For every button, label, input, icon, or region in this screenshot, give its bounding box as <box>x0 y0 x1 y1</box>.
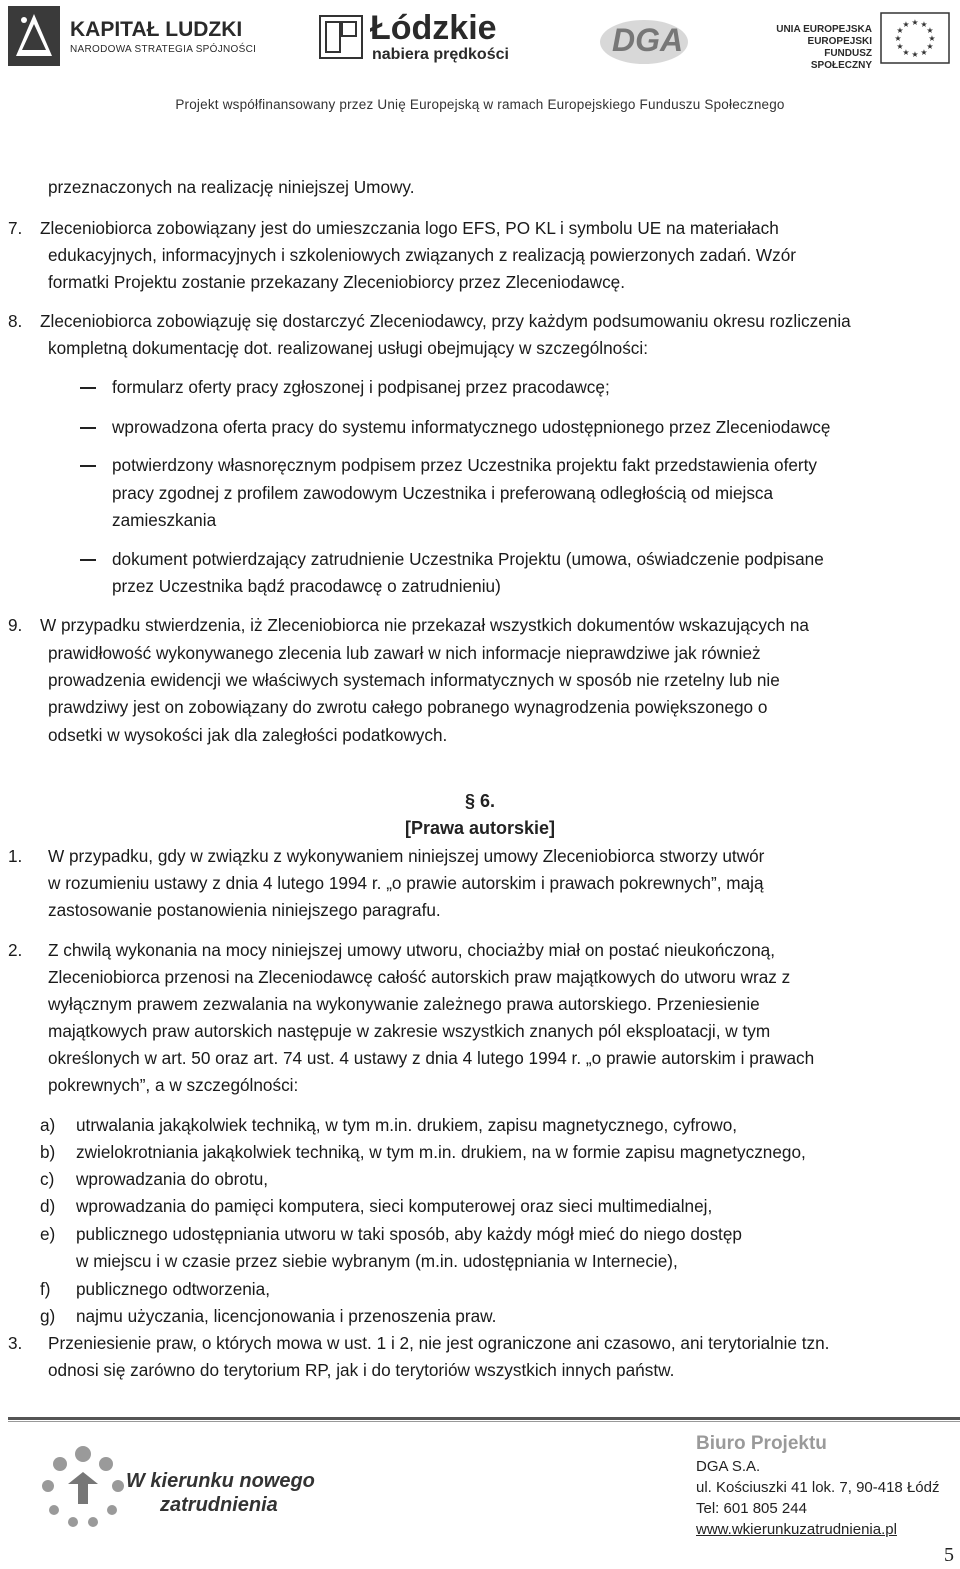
office-address: ul. Kościuszki 41 lok. 7, 90-418 Łódź <box>696 1479 940 1496</box>
item-number: 7. <box>8 218 23 238</box>
list-item: wprowadzania do obrotu, <box>76 1169 269 1189</box>
list-letter: c) <box>40 1169 55 1189</box>
page-header <box>0 0 960 122</box>
footer-divider-thin <box>8 1421 960 1422</box>
text-line: prowadzenia ewidencji we właściwych systemach informatycznych w sposób nie rzetelny lub nie <box>48 670 780 690</box>
svg-text:★: ★ <box>926 26 934 35</box>
page-number: 5 <box>944 1544 954 1566</box>
lodzkie-logo-icon <box>318 14 364 60</box>
text-line <box>48 338 648 358</box>
eu-line1: UNIA EUROPEJSKA <box>776 24 872 35</box>
svg-text:★: ★ <box>926 42 934 51</box>
text-line: wprowadzona oferta pracy do systemu informatycznego udostępnionego przez Zleceniodawcę <box>112 417 831 437</box>
svg-text:★: ★ <box>920 20 928 29</box>
text-line: przeznaczonych na realizację niniejszej Umowy. <box>48 177 415 197</box>
text-line: przez Uczestnika bądź pracodawcę o zatrudnieniu) <box>112 576 501 596</box>
text-line: Z chwilą wykonania na mocy niniejszej umowy utworu, chociażby miał on postać nieukończoną, <box>48 940 776 960</box>
logo2-title: Łódzkie <box>370 9 497 47</box>
list-item: publicznego udostępniania utworu w taki sposób, aby każdy mógł mieć do niego dostęp <box>76 1224 742 1244</box>
list-item: najmu użyczania, licencjonowania i przenoszenia praw. <box>76 1306 497 1326</box>
office-title: Biuro Projektu <box>696 1433 827 1454</box>
text-line: Zleceniobiorca przenosi na Zleceniodawcę całość autorskich praw majątkowych do utworu wraz z <box>48 967 791 987</box>
list-letter: a) <box>40 1115 56 1135</box>
text-line: edukacyjnych, informacyjnych i szkoleniowych związanych z realizacją powierzonych zadań. Wzór <box>48 245 796 265</box>
item-number: 1. <box>8 846 23 866</box>
text-line: odnosi się zarówno do terytorium RP, jak i do terytoriów wszystkich innych państw. <box>48 1360 675 1380</box>
list-item: publicznego odtworzenia, <box>76 1279 270 1299</box>
text-line: formularz oferty pracy zgłoszonej i podpisanej przez pracodawcę; <box>112 377 610 397</box>
text-line: W przypadku stwierdzenia, iż Zleceniobiorca nie przekazał wszystkich dokumentów wskazujących na <box>40 615 809 635</box>
text-line: Zleceniobiorca zobowiązuję się dostarczyć Zleceniodawcy, przy każdym podsumowaniu okresu rozliczenia <box>40 311 851 331</box>
footer-divider <box>8 1417 960 1420</box>
list-letter: e) <box>40 1224 56 1244</box>
text-line: zastosowanie postanowienia niniejszego paragrafu. <box>48 900 441 920</box>
office-phone: Tel: 601 805 244 <box>696 1500 807 1517</box>
section-title: [Prawa autorskie] <box>404 818 556 838</box>
text-line: określonych w art. 50 oraz art. 74 ust. 4 ustawy z dnia 4 lutego 1994 r. „o prawie autorskim i prawach <box>48 1048 815 1068</box>
eu-line3: FUNDUSZ SPOŁECZNY <box>810 48 872 71</box>
list-item: wprowadzania do pamięci komputera, sieci komputerowej oraz sieci multimedialnej, <box>76 1196 713 1216</box>
dash-bullet <box>80 465 96 467</box>
svg-text:★: ★ <box>911 18 919 27</box>
text-line: W przypadku, gdy w związku z wykonywaniem niniejszej umowy Zleceniobiorca stworzy utwór <box>48 846 765 866</box>
svg-text:★: ★ <box>902 20 910 29</box>
text-line: w rozumieniu ustawy z dnia 4 lutego 1994 r. „o prawie autorskim i prawach pokrewnych”, mają <box>48 873 764 893</box>
text-line: dokument potwierdzający zatrudnienie Uczestnika Projektu (umowa, oświadczenie podpisane <box>112 549 824 569</box>
list-letter: b) <box>40 1142 56 1162</box>
eu-logo-text <box>770 24 872 72</box>
text-line: pokrewnych”, a w szczególności: <box>48 1075 299 1095</box>
eu-flag-icon <box>880 12 950 64</box>
svg-text:★: ★ <box>902 48 910 57</box>
text-line: pracy zgodnej z profilem zawodowym Uczestnika i preferowaną odległością od miejsca <box>112 483 774 503</box>
text-line: prawidłowość wykonywanego zlecenia lub zawarł w nich informacje nieprawdziwe jak również <box>48 643 761 663</box>
svg-text:★: ★ <box>896 26 904 35</box>
list-item: zwielokrotniania jakąkolwiek techniką, w tym m.in. drukiem, na w formie zapisu magnetycznego, <box>76 1142 806 1162</box>
dash-bullet <box>80 427 96 429</box>
text-line: wyłącznym prawem zezwalania na wykonywanie zależnego prawa autorskiego. Przeniesienie <box>48 994 760 1014</box>
text-line: Zleceniobiorca zobowiązany jest do umieszczania logo EFS, PO KL i symbolu UE na materiałach <box>40 218 779 238</box>
text-line: majątkowych praw autorskich następuje w zakresie wszystkich znanych pól eksploatacji, w tym <box>48 1021 771 1041</box>
text-line: potwierdzony własnoręcznym podpisem przez Uczestnika projektu fakt przedstawienia oferty <box>112 455 818 475</box>
text-line: zamieszkania <box>112 510 217 530</box>
footer-logo-line1: W kierunku nowego <box>126 1470 315 1492</box>
svg-text:★: ★ <box>894 34 902 43</box>
logo2-subtitle: nabiera prędkości <box>372 46 509 63</box>
item-number: 8. <box>8 311 23 331</box>
logo1-title: KAPITAŁ LUDZKI <box>70 18 243 41</box>
list-letter: d) <box>40 1196 56 1216</box>
item-number: 2. <box>8 940 23 960</box>
company-name: DGA S.A. <box>696 1458 761 1475</box>
item-number: 9. <box>8 615 23 635</box>
svg-text:★: ★ <box>928 34 936 43</box>
list-letter: f) <box>40 1279 51 1299</box>
text-line: formatki Projektu zostanie przekazany Zleceniobiorcy przez Zleceniodawcę. <box>48 272 625 292</box>
section-number: § 6. <box>464 791 496 811</box>
svg-text:★: ★ <box>920 48 928 57</box>
svg-text:★: ★ <box>896 42 904 51</box>
logo3-text: DGA <box>612 22 684 58</box>
kapital-ludzki-logo-icon <box>8 6 60 66</box>
list-item: utrwalania jakąkolwiek techniką, w tym m.in. drukiem, zapisu magnetycznego, cyfrowo, <box>76 1115 738 1135</box>
eu-line2: EUROPEJSKI <box>807 36 872 47</box>
text-line: odsetki w wysokości jak dla zaległości podatkowych. <box>48 725 448 745</box>
item-number: 3. <box>8 1333 23 1353</box>
dash-bullet <box>80 387 96 389</box>
text-part: kompletną dokumentację dot. <box>48 338 273 358</box>
dash-bullet <box>80 559 96 561</box>
list-letter: g) <box>40 1306 56 1326</box>
text-line: prawdziwy jest on zobowiązany do zwrotu całego pobranego wynagrodzenia powiększonego o <box>48 697 768 717</box>
text-line: Przeniesienie praw, o których mowa w ust. 1 i 2, nie jest ograniczone ani czasowo, ani terytorialnie tzn. <box>48 1333 830 1353</box>
logo1-subtitle: NARODOWA STRATEGIA SPÓJNOŚCI <box>70 44 257 55</box>
list-item: w miejscu i w czasie przez siebie wybranym (m.in. udostępniania w Internecie), <box>76 1251 678 1271</box>
footer-logo-line2: zatrudnienia <box>160 1494 278 1516</box>
svg-text:★: ★ <box>911 50 919 59</box>
funding-note: Projekt współfinansowany przez Unię Europejską w ramach Europejskiego Funduszu Społecznego <box>175 97 785 112</box>
website-link[interactable]: www.wkierunkuzatrudnienia.pl <box>696 1521 897 1538</box>
footer-logo-icon <box>28 1434 138 1544</box>
text-part: realizowanej usługi obejmujący w szczególności: <box>277 338 648 358</box>
